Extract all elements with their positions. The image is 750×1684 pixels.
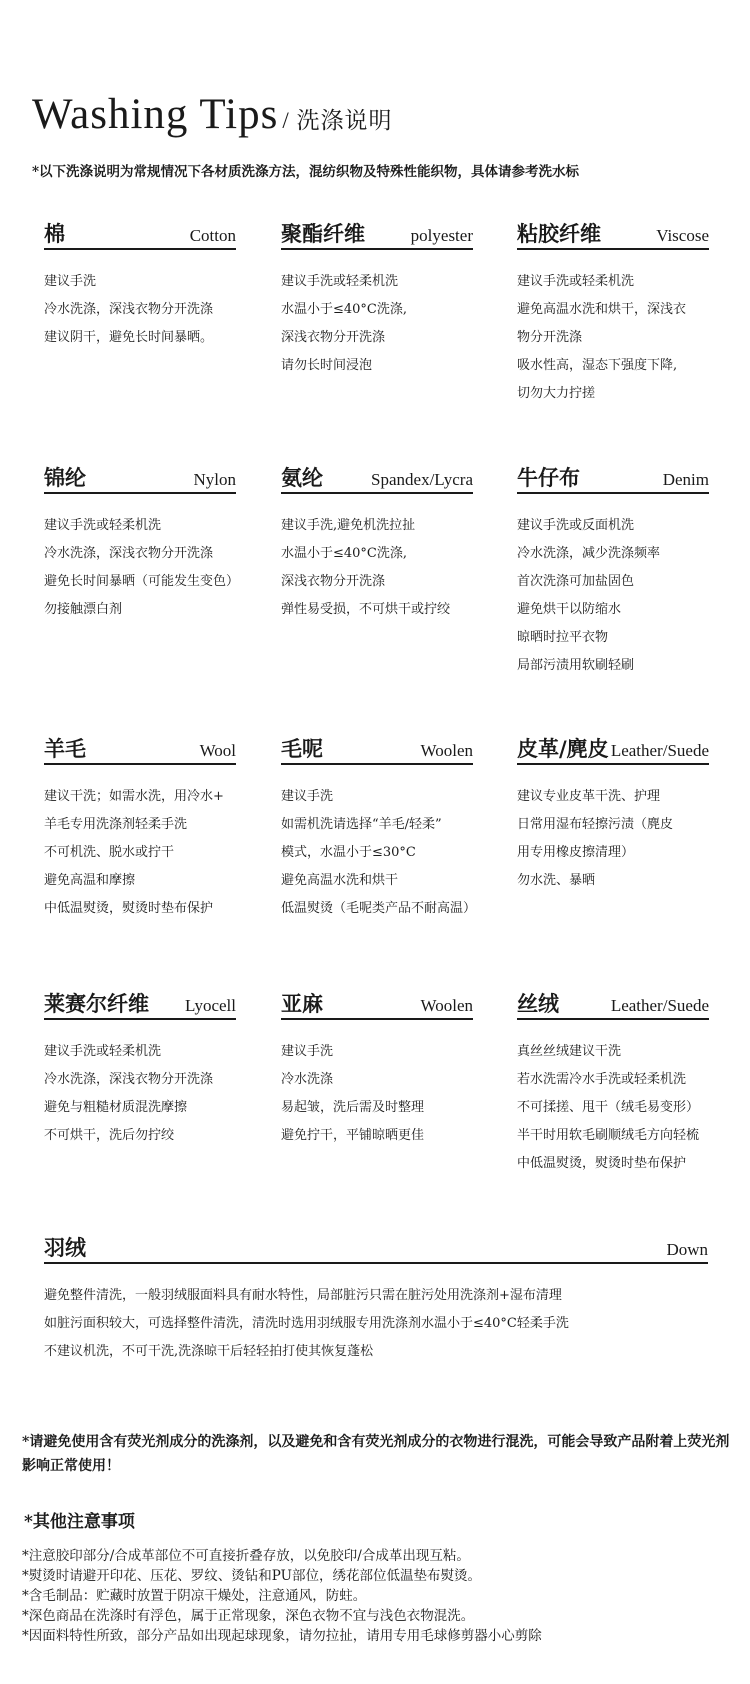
- section-header: [44, 218, 236, 250]
- section-line: 建议手洗,避免机洗拉扯: [281, 518, 416, 533]
- section-line: 水温小于≤40°C洗涤,: [281, 302, 408, 317]
- section-lines: [44, 268, 236, 352]
- section-line: 如需机洗请选择“羊毛/轻柔”: [281, 817, 442, 832]
- other-note-line: *含毛制品：贮藏时放置于阴凉干燥处，注意通风，防蛀。: [22, 1588, 367, 1604]
- section-denim: [517, 462, 709, 680]
- title-chinese: / 洗涤说明: [282, 108, 393, 133]
- section-line: 吸水性高，湿态下强度下降,: [517, 358, 678, 373]
- section-header: [281, 988, 473, 1020]
- section-line: 避免高温水洗和烘干: [281, 873, 399, 888]
- other-note-line: *熨烫时请避开印花、压花、罗纹、烫钻和PU部位，绣花部位低温垫布熨烫。: [22, 1568, 481, 1584]
- section-line: 低温熨烫（毛呢类产品不耐高温）: [281, 901, 477, 916]
- section-line: 晾晒时拉平衣物: [517, 630, 609, 645]
- section-lines: [517, 268, 709, 408]
- section-line: 若水洗需冷水手洗或轻柔机洗: [517, 1072, 687, 1087]
- section-lines: [281, 268, 473, 380]
- section-line: 中低温熨烫，熨烫时垫布保护: [517, 1156, 687, 1171]
- section-line: 避免烘干以防缩水: [517, 602, 622, 617]
- section-title-cn: 毛呢: [281, 736, 323, 761]
- section-line: 深浅衣物分开洗涤: [281, 330, 386, 345]
- section-line: 避免长时间暴晒（可能发生变色）: [44, 574, 240, 589]
- section-title-en: Leather/Suede: [610, 996, 709, 1015]
- section-title-cn: 亚麻: [281, 991, 323, 1016]
- section-title-en: Spandex/Lycra: [371, 470, 473, 489]
- section-line: 建议手洗或轻柔机洗: [44, 1044, 162, 1059]
- section-title-cn: 锦纶: [44, 465, 86, 490]
- section-line: 如脏污面积较大，可选择整件清洗，清洗时选用羽绒服专用洗涤剂水温小于≤40°C轻柔手洗: [44, 1316, 569, 1331]
- section-title-cn: 皮革/麂皮: [517, 736, 609, 761]
- section-wool: [44, 733, 236, 923]
- section-line: 不可机洗、脱水或拧干: [44, 845, 175, 860]
- section-lines: [44, 1038, 236, 1150]
- title-english: Washing Tips: [32, 91, 279, 138]
- section-line: 水温小于≤40°C洗涤,: [281, 546, 408, 561]
- section-lines: [281, 783, 477, 923]
- section-lines: [44, 783, 236, 923]
- section-line: 不可烘干，洗后勿拧绞: [44, 1128, 175, 1143]
- section-line: 冷水洗涤，减少洗涤频率: [517, 546, 661, 561]
- section-line: 避免拧干，平铺晾晒更佳: [281, 1128, 425, 1143]
- section-header: [44, 462, 236, 494]
- section-line: 建议阴干，避免长时间暴晒。: [44, 330, 214, 345]
- section-title-en: Cotton: [189, 226, 236, 245]
- section-title-en: Woolen: [420, 996, 473, 1015]
- section-line: 建议手洗或轻柔机洗: [44, 518, 162, 533]
- section-polyester: [281, 218, 473, 380]
- section-line: 建议干洗；如需水洗，用冷水+: [44, 789, 224, 804]
- section-title-en: Lyocell: [185, 996, 236, 1015]
- section-line: 请勿长时间浸泡: [281, 358, 373, 373]
- section-title-en: Woolen: [420, 741, 473, 760]
- section-line: 物分开洗涤: [517, 330, 583, 345]
- other-note-line: *注意胶印部分/合成革部位不可直接折叠存放，以免胶印/合成革出现互粘。: [22, 1548, 470, 1564]
- section-line: 冷水洗涤，深浅衣物分开洗涤: [44, 302, 214, 317]
- section-line: 建议手洗或反面机洗: [517, 518, 635, 533]
- section-line: 首次洗涤可加盐固色: [517, 574, 635, 589]
- section-line: 避免与粗糙材质混洗摩擦: [44, 1100, 188, 1115]
- section-woolen: [281, 988, 473, 1150]
- section-title-cn: 棉: [44, 221, 65, 246]
- section-line: 避免整件清洗，一般羽绒服面料具有耐水特性，局部脏污只需在脏污处用洗涤剂+湿布清理: [44, 1288, 562, 1303]
- section-line: 建议手洗: [281, 1044, 334, 1059]
- section-lines: [281, 512, 473, 624]
- section-down: [44, 1232, 708, 1366]
- section-line: 建议手洗: [281, 789, 334, 804]
- section-lines: [281, 1038, 473, 1150]
- section-title-cn: 丝绒: [517, 991, 559, 1016]
- section-line: 勿水洗、暴晒: [517, 873, 596, 888]
- section-header: [44, 988, 236, 1020]
- section-leather-suede: [517, 988, 709, 1178]
- page-title: [32, 93, 392, 136]
- section-header: [281, 218, 473, 250]
- section-title-en: Nylon: [193, 470, 236, 489]
- section-title-cn: 羊毛: [44, 736, 86, 761]
- section-header: [44, 733, 236, 765]
- section-woolen: [281, 733, 477, 923]
- section-cotton: [44, 218, 236, 352]
- section-header: [281, 462, 473, 494]
- other-notes: [22, 1546, 740, 1646]
- section-title-en: Viscose: [656, 226, 709, 245]
- section-line: 建议手洗或轻柔机洗: [281, 274, 399, 289]
- section-line: 易起皱，洗后需及时整理: [281, 1100, 425, 1115]
- section-header: [517, 462, 709, 494]
- section-header: [517, 218, 709, 250]
- section-line: 弹性易受损，不可烘干或拧绞: [281, 602, 451, 617]
- section-line: 建议专业皮革干洗、护理: [517, 789, 661, 804]
- section-title-en: Denim: [662, 470, 709, 489]
- section-title-cn: 牛仔布: [517, 465, 580, 490]
- section-title-en: Down: [666, 1240, 708, 1259]
- section-header: [517, 733, 709, 765]
- section-line: 冷水洗涤，深浅衣物分开洗涤: [44, 546, 214, 561]
- section-nylon: [44, 462, 240, 624]
- other-note-line: *深色商品在洗涤时有浮色，属于正常现象，深色衣物不宜与浅色衣物混洗。: [22, 1608, 475, 1624]
- section-line: 真丝丝绒建议干洗: [517, 1044, 622, 1059]
- section-title-cn: 氨纶: [281, 465, 323, 490]
- section-line: 避免高温水洗和烘干，深浅衣: [517, 302, 687, 317]
- section-line: 建议手洗: [44, 274, 97, 289]
- section-lines: [517, 512, 709, 680]
- section-title-cn: 莱赛尔纤维: [44, 991, 149, 1016]
- section-lines: [44, 1282, 708, 1366]
- section-line: 用专用橡皮擦清理）: [517, 845, 635, 860]
- intro-note: *以下洗涤说明为常规情况下各材质洗涤方法，混纺织物及特殊性能织物，具体请参考洗水标: [32, 164, 580, 180]
- section-title-en: Wool: [199, 741, 236, 760]
- section-line: 切勿大力拧搓: [517, 386, 596, 401]
- section-line: 勿接触漂白剂: [44, 602, 123, 617]
- section-title-en: polyester: [410, 226, 473, 245]
- section-header: [517, 988, 709, 1020]
- section-line: 羊毛专用洗涤剂轻柔手洗: [44, 817, 188, 832]
- section-line: 局部污渍用软刷轻刷: [517, 658, 635, 673]
- section-spandex-lycra: [281, 462, 473, 624]
- other-notes-title: *其他注意事项: [24, 1512, 135, 1532]
- section-line: 半干时用软毛刷顺绒毛方向轻梳: [517, 1128, 700, 1143]
- section-title-cn: 羽绒: [44, 1235, 86, 1260]
- other-note-line: *因面料特性所致，部分产品如出现起球现象，请勿拉扯，请用专用毛球修剪器小心剪除: [22, 1628, 542, 1644]
- section-title-en: Leather/Suede: [610, 741, 709, 760]
- section-line: 冷水洗涤: [281, 1072, 334, 1087]
- section-title-cn: 粘胶纤维: [517, 221, 601, 246]
- section-line: 冷水洗涤，深浅衣物分开洗涤: [44, 1072, 214, 1087]
- section-line: 深浅衣物分开洗涤: [281, 574, 386, 589]
- section-header: [281, 733, 473, 765]
- section-header: [44, 1232, 708, 1264]
- section-line: 日常用湿布轻擦污渍（麂皮: [517, 817, 674, 832]
- section-line: 建议手洗或轻柔机洗: [517, 274, 635, 289]
- fluorescent-warning: *请避免使用含有荧光剂成分的洗涤剂，以及避免和含有荧光剂成分的衣物进行混洗，可能会导致产品附着上荧光剂影响正常使用！: [22, 1434, 730, 1474]
- section-leather-suede: [517, 733, 709, 895]
- section-line: 避免高温和摩擦: [44, 873, 136, 888]
- section-line: 模式，水温小于≤30°C: [281, 845, 416, 860]
- section-line: 不建议机洗，不可干洗,洗涤晾干后轻轻拍打使其恢复蓬松: [44, 1344, 374, 1359]
- section-title-cn: 聚酯纤维: [281, 221, 365, 246]
- section-lines: [517, 1038, 709, 1178]
- section-line: 不可揉搓、甩干（绒毛易变形）: [517, 1100, 700, 1115]
- section-lines: [517, 783, 709, 895]
- section-lyocell: [44, 988, 236, 1150]
- section-line: 中低温熨烫，熨烫时垫布保护: [44, 901, 214, 916]
- section-lines: [44, 512, 240, 624]
- section-viscose: [517, 218, 709, 408]
